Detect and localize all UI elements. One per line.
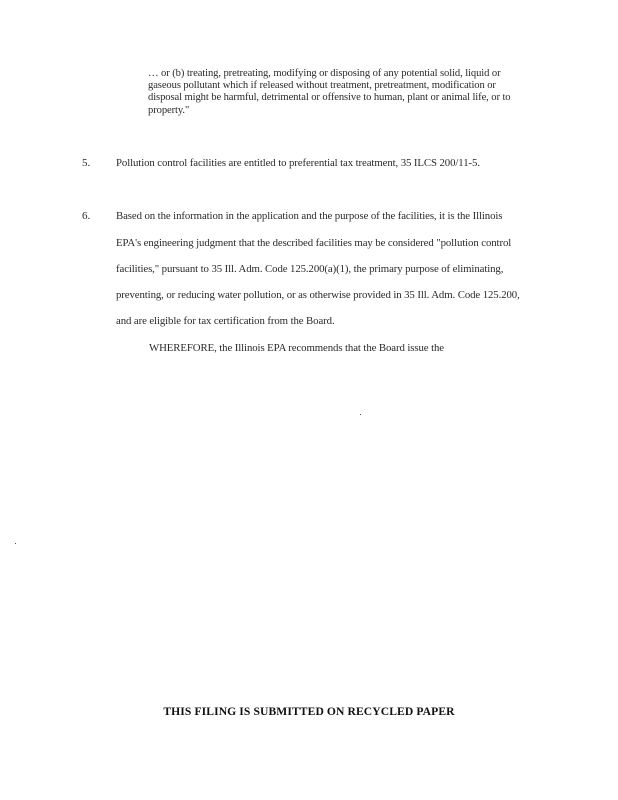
scan-speck: [360, 414, 361, 415]
quoted-definition: [148, 68, 540, 117]
wherefore-clause: WHEREFORE, the Illinois EPA recommends that the Board issue the: [149, 342, 444, 354]
quote-line: disposal might be harmful, detrimental or offensive to human, plant or animal life, or to: [148, 92, 511, 104]
paragraph-number-6: 6.: [82, 210, 91, 222]
paragraph-6-line: EPA's engineering judgment that the described facilities may be considered "pollution control: [116, 237, 512, 249]
paragraph-5-line: Pollution control facilities are entitled to preferential tax treatment, 35 ILCS 200/11-5.: [116, 157, 480, 169]
quote-line: property.": [148, 104, 190, 116]
paragraph-6-line: preventing, or reducing water pollution, or as otherwise provided in 35 Ill. Adm. Code 125.200,: [116, 289, 520, 301]
quote-line: … or (b) treating, pretreating, modifying or disposing of any potential solid, liquid or: [148, 68, 501, 79]
paragraph-6-line: and are eligible for tax certification from the Board.: [116, 315, 335, 327]
scan-speck: [15, 543, 16, 544]
paragraph-6-line: facilities," pursuant to 35 Ill. Adm. Code 125.200(a)(1), the primary purpose of eliminating,: [116, 263, 504, 275]
quote-line: gaseous pollutant which if released without treatment, pretreatment, modification or: [148, 80, 496, 92]
recycled-paper-notice: THIS FILING IS SUBMITTED ON RECYCLED PAPER: [163, 705, 455, 718]
paragraph-number-5: 5.: [82, 157, 91, 169]
paragraph-6-line: Based on the information in the application and the purpose of the facilities, it is the Illinois: [116, 210, 503, 222]
